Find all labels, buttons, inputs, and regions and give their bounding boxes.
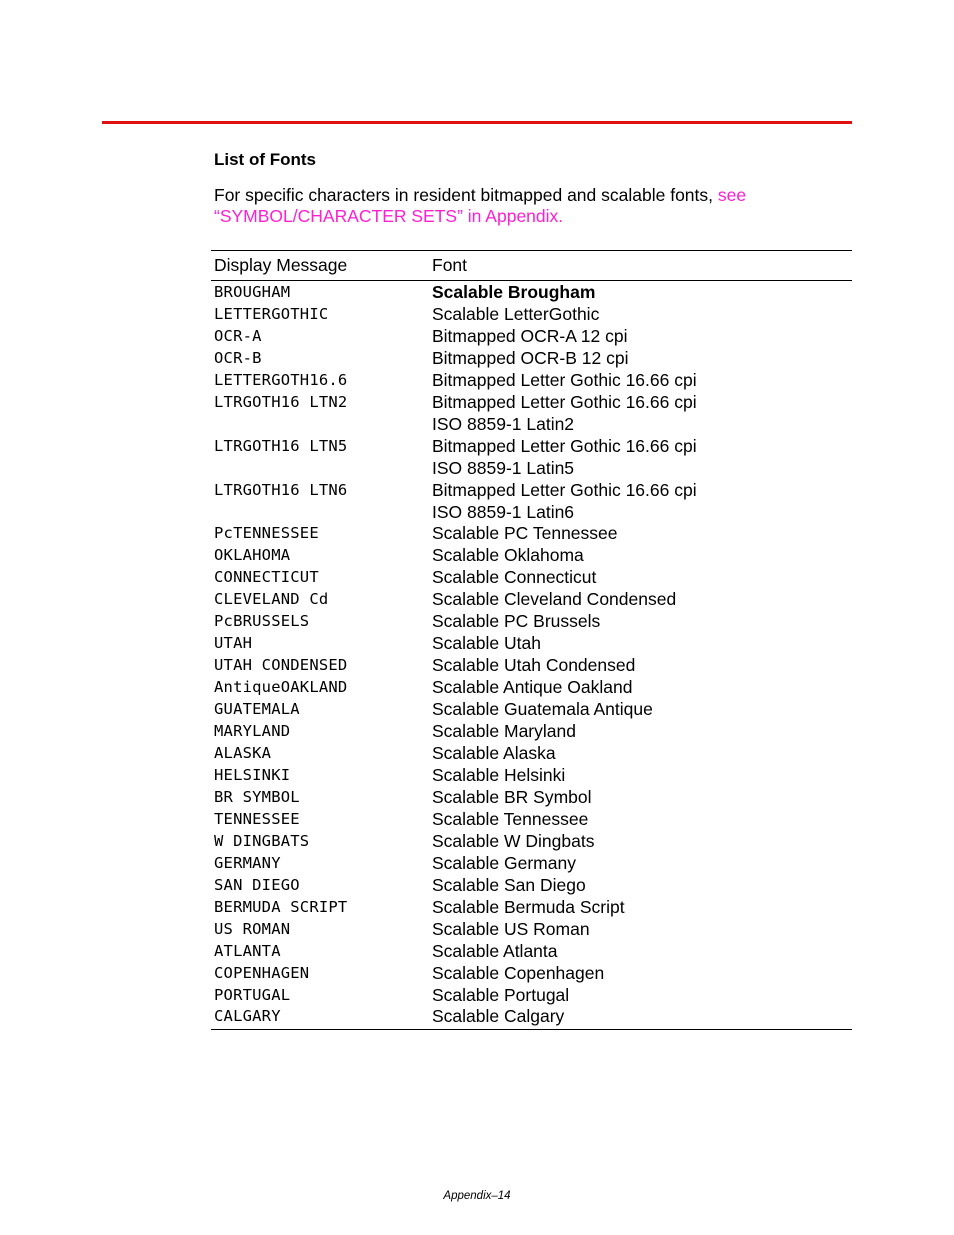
font-cell-line: Bitmapped OCR-B 12 cpi: [432, 347, 629, 368]
display-message-cell: COPENHAGEN: [214, 963, 310, 982]
font-cell-line: ISO 8859-1 Latin2: [432, 413, 575, 434]
display-message-cell: TENNESSEE: [214, 809, 300, 828]
table-row: [211, 743, 852, 765]
font-cell-line: Scalable W Dingbats: [432, 830, 595, 851]
table-row: [211, 1006, 852, 1028]
table-row: [211, 809, 852, 831]
display-message-cell: GUATEMALA: [214, 700, 300, 719]
font-cell: [432, 721, 852, 743]
font-cell: [432, 304, 852, 326]
intro-paragraph: [214, 185, 834, 227]
display-message-cell: CONNECTICUT: [214, 568, 319, 587]
display-message-cell: OCR-B: [214, 348, 262, 367]
font-cell: [432, 523, 852, 545]
display-message-cell: SAN DIEGO: [214, 875, 300, 894]
display-message-cell: LTRGOTH16 LTN6: [214, 480, 348, 499]
table-row: [211, 963, 852, 985]
font-cell-line: Scalable Alaska: [432, 743, 556, 764]
display-message-cell: UTAH: [214, 634, 253, 653]
font-cell: [432, 787, 852, 809]
table-row: [211, 765, 852, 787]
font-cell: [432, 941, 852, 963]
table-row: [211, 633, 852, 655]
font-cell: [432, 655, 852, 677]
table-row: [211, 326, 852, 348]
font-cell: [432, 985, 852, 1007]
appendix-link[interactable]: see “SYMBOL/CHARACTER SETS” in Appendix.: [214, 185, 747, 226]
font-cell-line: Scalable San Diego: [432, 874, 586, 895]
font-cell-line: ISO 8859-1 Latin5: [432, 457, 575, 478]
intro-text: For specific characters in resident bitmapped and scalable fonts,: [214, 185, 718, 205]
font-cell-line: Bitmapped Letter Gothic 16.66 cpi: [432, 435, 697, 456]
display-message-cell: LTRGOTH16 LTN5: [214, 436, 348, 455]
font-cell-line: Scalable Helsinki: [432, 764, 566, 785]
section-heading: List of Fonts: [214, 150, 316, 169]
display-message-cell: BROUGHAM: [214, 283, 291, 301]
font-cell: [432, 1006, 852, 1028]
font-cell: [432, 282, 852, 304]
font-cell-line: Scalable Utah: [432, 633, 541, 654]
display-message-cell: ALASKA: [214, 744, 272, 763]
font-cell: [432, 743, 852, 765]
table-row: [211, 611, 852, 633]
table-row: [211, 348, 852, 370]
table-header: [211, 251, 852, 281]
font-cell: [432, 589, 852, 611]
font-cell-line: Bitmapped Letter Gothic 16.66 cpi: [432, 391, 697, 412]
page-footer: Appendix–14: [443, 1190, 511, 1202]
font-cell: [432, 480, 852, 524]
table-row: [211, 875, 852, 897]
table-row: [211, 282, 852, 304]
font-cell-line: ISO 8859-1 Latin6: [432, 501, 575, 522]
font-cell: [432, 611, 852, 633]
display-message-cell: ATLANTA: [214, 941, 281, 960]
font-cell: [432, 875, 852, 897]
font-cell: [432, 765, 852, 787]
font-cell-line: Scalable Germany: [432, 852, 576, 873]
table-row: [211, 985, 852, 1007]
table-row: [211, 436, 852, 480]
font-cell: [432, 677, 852, 699]
font-cell: [432, 545, 852, 567]
font-cell: [432, 348, 852, 370]
display-message-cell: GERMANY: [214, 853, 281, 872]
table-row: [211, 523, 852, 545]
font-cell: [432, 370, 852, 392]
table-row: [211, 941, 852, 963]
font-cell: [432, 919, 852, 941]
font-cell-line: Scalable Calgary: [432, 1006, 565, 1027]
font-cell-line: Scalable Connecticut: [432, 567, 597, 588]
font-cell-line: Scalable Brougham: [432, 282, 596, 302]
font-cell-line: Scalable Bermuda Script: [432, 896, 625, 917]
display-message-cell: PcTENNESSEE: [214, 524, 319, 543]
table-row: [211, 589, 852, 611]
table-row: [211, 919, 852, 941]
fonts-table: [211, 250, 852, 1030]
font-cell-line: Scalable Maryland: [432, 721, 576, 742]
font-cell-line: Bitmapped Letter Gothic 16.66 cpi: [432, 369, 697, 390]
table-row: [211, 787, 852, 809]
table-row: [211, 699, 852, 721]
table-row: [211, 370, 852, 392]
display-message-cell: CALGARY: [214, 1007, 281, 1026]
display-message-cell: BR SYMBOL: [214, 787, 300, 806]
table-row: [211, 721, 852, 743]
display-message-cell: AntiqueOAKLAND: [214, 678, 348, 697]
font-cell: [432, 963, 852, 985]
font-cell-line: Scalable LetterGothic: [432, 303, 600, 324]
display-message-cell: HELSINKI: [214, 765, 291, 784]
display-message-cell: PcBRUSSELS: [214, 612, 310, 631]
display-message-cell: LETTERGOTHIC: [214, 304, 329, 323]
font-cell: [432, 699, 852, 721]
font-cell-line: Scalable Tennessee: [432, 808, 589, 829]
font-cell: [432, 853, 852, 875]
font-cell-line: Scalable Cleveland Condensed: [432, 589, 677, 610]
display-message-cell: BERMUDA SCRIPT: [214, 897, 348, 916]
font-cell: [432, 567, 852, 589]
font-cell-line: Scalable PC Brussels: [432, 611, 601, 632]
table-row: [211, 545, 852, 567]
font-cell-line: Scalable Utah Condensed: [432, 655, 636, 676]
font-cell: [432, 897, 852, 919]
table-row: [211, 897, 852, 919]
font-cell-line: Scalable Copenhagen: [432, 962, 605, 983]
font-cell-line: Scalable BR Symbol: [432, 786, 592, 807]
font-cell-line: Bitmapped Letter Gothic 16.66 cpi: [432, 479, 697, 500]
font-cell: [432, 809, 852, 831]
font-cell: [432, 392, 852, 436]
header-font: Font: [432, 255, 468, 275]
font-cell-line: Scalable Atlanta: [432, 940, 558, 961]
display-message-cell: US ROMAN: [214, 919, 291, 938]
table-row: [211, 677, 852, 699]
display-message-cell: LTRGOTH16 LTN2: [214, 392, 348, 411]
display-message-cell: OKLAHOMA: [214, 546, 291, 565]
font-cell-line: Scalable PC Tennessee: [432, 523, 618, 544]
display-message-cell: OCR-A: [214, 326, 262, 345]
font-cell: [432, 326, 852, 348]
display-message-cell: LETTERGOTH16.6: [214, 370, 348, 389]
font-cell-line: Scalable US Roman: [432, 918, 590, 939]
table-body: [211, 281, 852, 1029]
header-display-message: Display Message: [214, 255, 348, 275]
font-cell: [432, 436, 852, 480]
font-cell-line: Scalable Oklahoma: [432, 545, 584, 566]
font-cell: [432, 633, 852, 655]
font-cell-line: Scalable Portugal: [432, 984, 570, 1005]
table-row: [211, 853, 852, 875]
font-cell: [432, 831, 852, 853]
display-message-cell: PORTUGAL: [214, 985, 291, 1004]
table-row: [211, 480, 852, 524]
display-message-cell: UTAH CONDENSED: [214, 656, 348, 675]
font-cell-line: Scalable Guatemala Antique: [432, 699, 653, 720]
display-message-cell: W DINGBATS: [214, 831, 310, 850]
display-message-cell: CLEVELAND Cd: [214, 590, 329, 609]
table-row: [211, 655, 852, 677]
font-cell-line: Scalable Antique Oakland: [432, 677, 633, 698]
font-cell-line: Bitmapped OCR-A 12 cpi: [432, 325, 628, 346]
table-row: [211, 567, 852, 589]
table-row: [211, 392, 852, 436]
display-message-cell: MARYLAND: [214, 722, 291, 741]
table-row: [211, 304, 852, 326]
table-row: [211, 831, 852, 853]
top-rule: [102, 121, 852, 124]
